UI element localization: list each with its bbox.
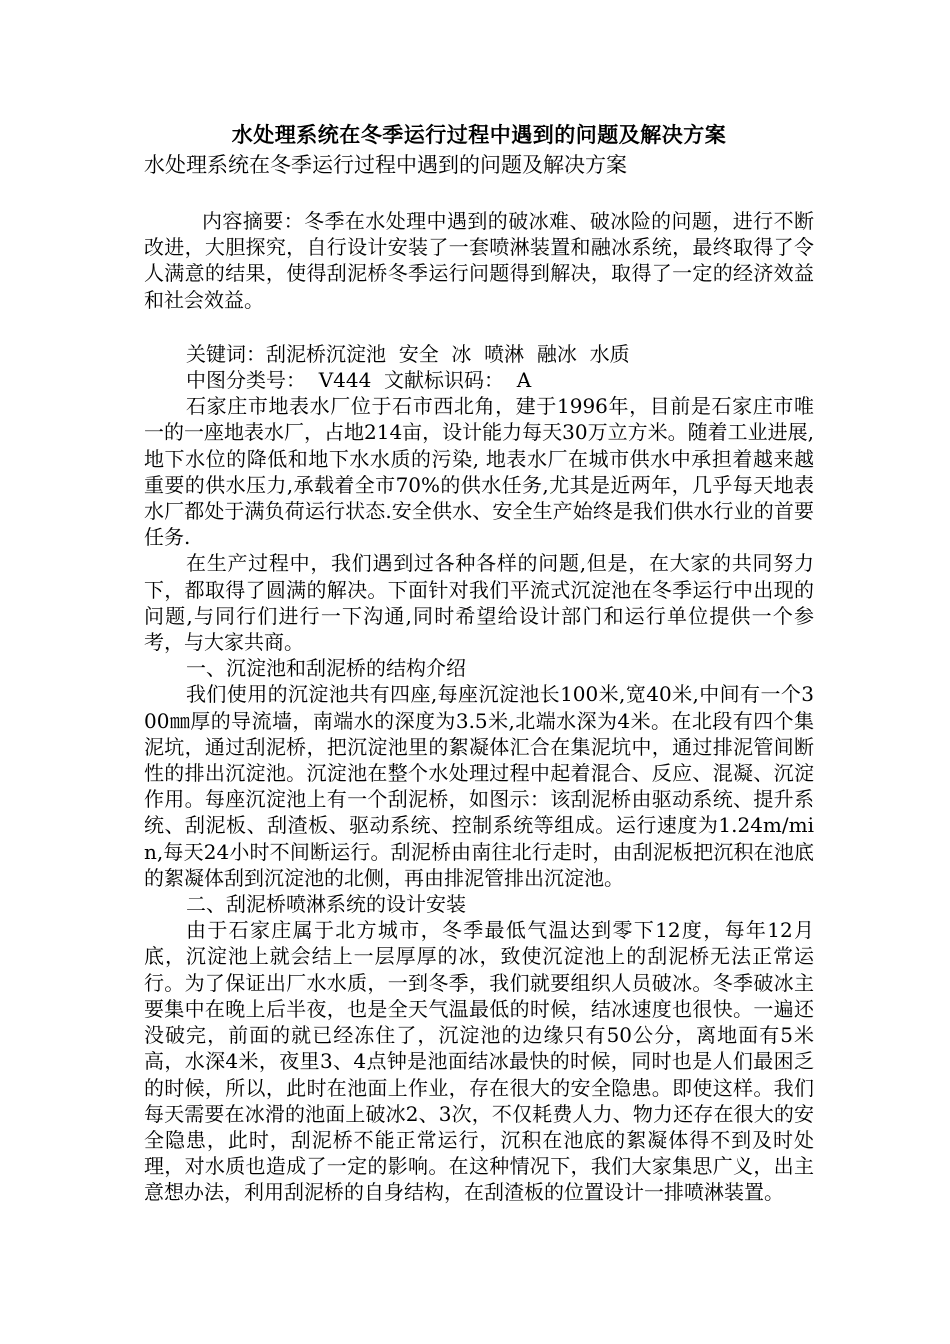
classification-line: 中图分类号： V444 文献标识码： A: [186, 368, 532, 393]
abstract-paragraph: 内容摘要：冬季在水处理中遇到的破冰难、破冰险的问题，进行不断改进，大胆探究，自行设计安装了一套喷淋装置和融冰系统，最终取得了令人满意的结果，使得刮泥桥冬季运行问题得到解决，取得了一定的经济效益和社会效益。: [144, 209, 814, 312]
body-paragraph: 在生产过程中，我们遇到过各种各样的问题,但是，在大家的共同努力下，都取得了圆满的解决。下面针对我们平流式沉淀池在冬季运行中出现的问题,与同行们进行一下沟通,同时希望给设计部门和运行单位提供一个参考，与大家共商。: [144, 551, 814, 655]
section-heading: 一、沉淀池和刮泥桥的结构介绍: [186, 656, 466, 681]
keywords-line: 关键词：刮泥桥沉淀池 安全 冰 喷淋 融冰 水质: [186, 341, 630, 366]
section-heading: 二、刮泥桥喷淋系统的设计安装: [186, 892, 466, 917]
spacer: [144, 313, 814, 341]
document-page: [144, 120, 814, 1206]
document-title: 水处理系统在冬季运行过程中遇到的问题及解决方案: [231, 122, 727, 147]
document-subtitle: 水处理系统在冬季运行过程中遇到的问题及解决方案: [144, 153, 627, 177]
body-paragraph: 我们使用的沉淀池共有四座,每座沉淀池长100米,宽40米,中间有一个300㎜厚的导流墙，南端水的深度为3.5米,北端水深为4米。在北段有四个集泥坑，通过刮泥桥，把沉淀池里的絮凝体汇合在集泥坑中，通过排泥管间断性的排出沉淀池。沉淀池在整个水处理过程中起着混合、反应、混凝、沉淀作用。每座沉淀池上有一个刮泥桥，如图示：该刮泥桥由驱动系统、提升系统、刮泥板、刮渣板、驱动系统、控制系统等组成。运行速度为1.24m/min,每天24小时不间断运行。刮泥桥由南往北行走时，由刮泥板把沉积在池底的絮凝体刮到沉淀池的北侧，再由排泥管排出沉淀池。: [144, 682, 814, 890]
body-paragraph: 石家庄市地表水厂位于石市西北角，建于1996年，目前是石家庄市唯一的一座地表水厂，占地214亩，设计能力每天30万立方米。随着工业进展,地下水位的降低和地下水水质的污染, 地表水厂在城市供水中承担着越来越重要的供水压力,承载着全市70%的供水任务,尤其是近两年，几乎每天地表水厂都处于满负荷运行状态.安全供水、安全生产始终是我们供水行业的首要任务.: [144, 394, 814, 550]
spacer: [144, 180, 814, 208]
body-paragraph: 由于石家庄属于北方城市，冬季最低气温达到零下12度，每年12月底，沉淀池上就会结上一层厚厚的冰，致使沉淀池上的刮泥桥无法正常运行。为了保证出厂水水质，一到冬季，我们就要组织人员破冰。冬季破冰主要集中在晚上后半夜，也是全天气温最低的时候，结冰速度也很快。一遍还没破完，前面的就已经冻住了，沉淀池的边缘只有50公分，离地面有5米高，水深4米，夜里3、4点钟是池面结冰最快的时候，同时也是人们最困乏的时候，所以，此时在池面上作业，存在很大的安全隐患。即使这样。我们每天需要在冰滑的池面上破冰2、3次，不仅耗费人力、物力还存在很大的安全隐患，此时，刮泥桥不能正常运行，沉积在池底的絮凝体得不到及时处理，对水质也造成了一定的影响。在这种情况下，我们大家集思广义，出主意想办法，利用刮泥桥的自身结构，在刮渣板的位置设计一排喷淋装置。: [144, 918, 814, 1205]
